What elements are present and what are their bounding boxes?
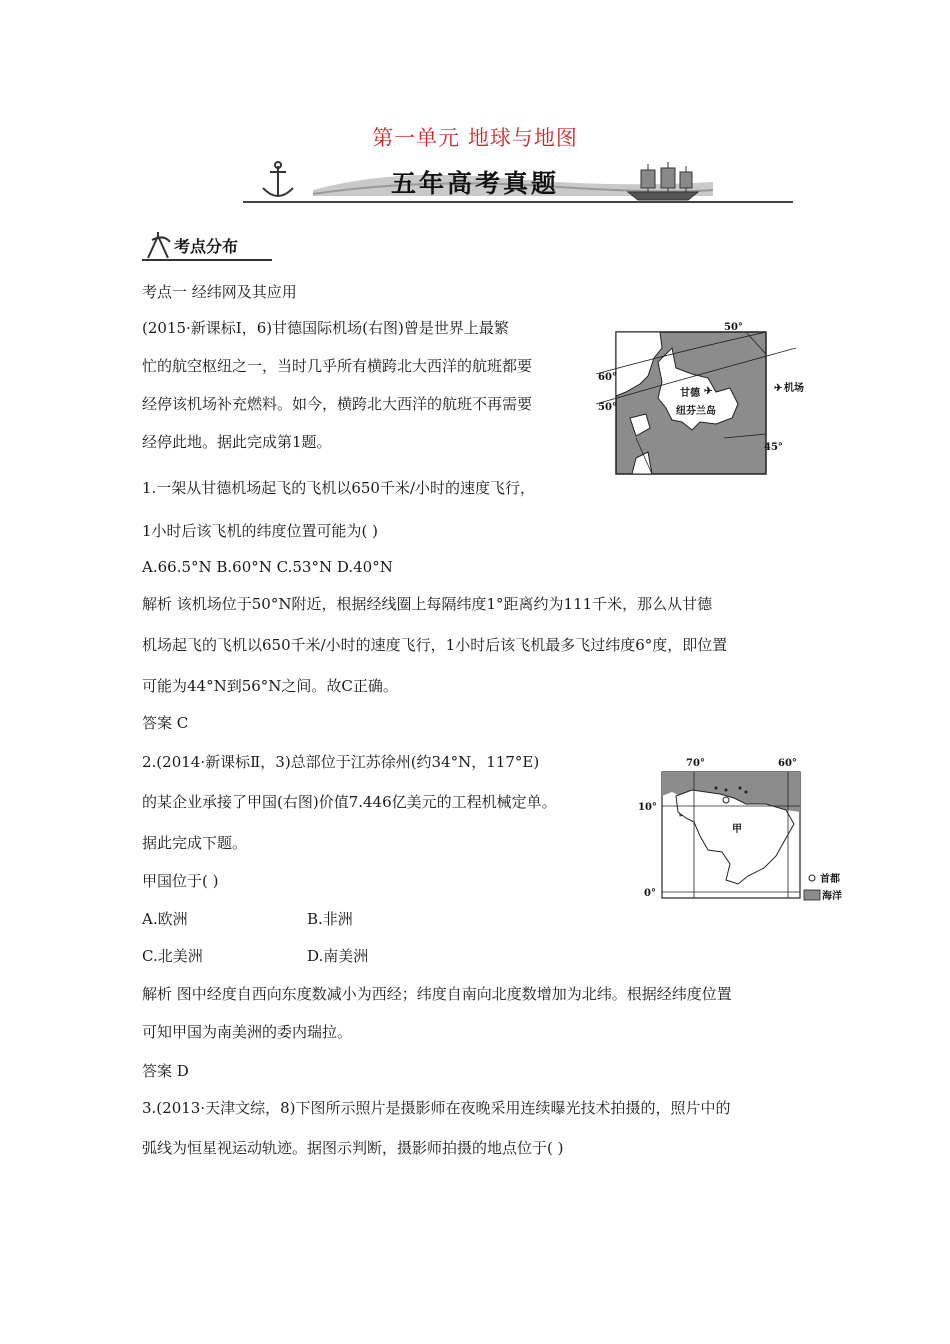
question-intro: (2015·新课标Ⅰ，6)甘德国际机场(右图)曾是世界上最繁 bbox=[142, 319, 509, 337]
question-stem: 甲国位于( ) bbox=[142, 872, 219, 890]
explanation: 解析 该机场位于50°N附近，根据经线圈上每隔纬度1°距离约为111千米，那么从甘德 bbox=[142, 595, 713, 613]
venezuela-map bbox=[636, 752, 852, 908]
explanation: 可知甲国为南美洲的委内瑞拉。 bbox=[142, 1023, 353, 1041]
lon-label: 70° bbox=[686, 758, 705, 769]
option-d: D.南美洲 bbox=[307, 947, 369, 965]
lat-label: 60° bbox=[598, 372, 617, 383]
lon-label: 45° bbox=[764, 442, 783, 453]
option-b: B.非洲 bbox=[307, 910, 353, 928]
capital-legend-icon bbox=[809, 875, 815, 881]
question-intro: 经停此地。据此完成第1题。 bbox=[142, 433, 332, 451]
answer: 答案 D bbox=[142, 1062, 189, 1080]
airport-legend-icon: ✈ bbox=[774, 383, 783, 394]
option-c: C.北美洲 bbox=[142, 947, 203, 965]
answer-options: A.66.5°N B.60°N C.53°N D.40°N bbox=[142, 558, 393, 576]
gander-label: 甘德 bbox=[680, 388, 700, 399]
question-stem: 1.一架从甘德机场起飞的飞机以650千米/小时的速度飞行， bbox=[142, 479, 535, 497]
lon-label: 60° bbox=[778, 758, 797, 769]
compass-icon bbox=[148, 232, 170, 258]
ship-icon bbox=[628, 162, 698, 200]
island-label: 纽芬兰岛 bbox=[676, 406, 716, 417]
question-stem: 的某企业承接了甲国(右图)价值7.446亿美元的工程机械定单。 bbox=[142, 793, 557, 811]
country-label: 甲 bbox=[732, 824, 742, 835]
question-stem: 2.(2014·新课标Ⅱ，3)总部位于江苏徐州(约34°N，117°E) bbox=[142, 753, 540, 771]
banner-title: 五年高考真题 bbox=[390, 169, 559, 198]
ocean-legend-label: 海洋 bbox=[822, 891, 842, 902]
option-a: A.欧洲 bbox=[142, 910, 188, 928]
question-intro: 忙的航空枢纽之一，当时几乎所有横跨北大西洋的航班都要 bbox=[142, 357, 533, 375]
question-stem: 据此完成下题。 bbox=[142, 834, 248, 852]
question-intro: 经停该机场补充燃料。如今，横跨北大西洋的航班不再需要 bbox=[142, 395, 533, 413]
lat-label: 0° bbox=[644, 888, 656, 899]
lat-label: 50° bbox=[598, 402, 617, 413]
airport-icon: ✈ bbox=[704, 386, 713, 397]
question-stem: 3.(2013·天津文综，8)下图所示照片是摄影师在夜晚采用连续曝光技术拍摄的，照片中的 bbox=[142, 1099, 731, 1117]
explanation: 可能为44°N到56°N之间。故C正确。 bbox=[142, 677, 398, 695]
capital-legend-label: 首都 bbox=[820, 874, 840, 885]
ocean-legend-swatch bbox=[804, 890, 820, 900]
lat-label: 10° bbox=[638, 802, 657, 813]
explanation: 解析 图中经度自西向东度数减小为西经；纬度自南向北度数增加为北纬。根据经纬度位置 bbox=[142, 985, 732, 1003]
explanation: 机场起飞的飞机以650千米/小时的速度飞行，1小时后该飞机最多飞过纬度6°度，即位置 bbox=[142, 636, 728, 654]
answer: 答案 C bbox=[142, 714, 189, 732]
topic-heading: 考点一 经纬网及其应用 bbox=[142, 283, 297, 301]
question-stem: 弧线为恒星视运动轨迹。据图示判断，摄影师拍摄的地点位于( ) bbox=[142, 1139, 564, 1157]
newfoundland-map bbox=[596, 318, 811, 478]
capital-icon bbox=[723, 797, 729, 803]
question-stem: 1小时后该飞机的纬度位置可能为( ) bbox=[142, 522, 379, 540]
anchor-icon bbox=[263, 162, 293, 196]
airport-legend-label: 机场 bbox=[784, 383, 804, 394]
unit-title: 第一单元 地球与地图 bbox=[372, 126, 578, 150]
section-title: 考点分布 bbox=[174, 237, 239, 256]
lon-label: 50° bbox=[724, 322, 743, 333]
